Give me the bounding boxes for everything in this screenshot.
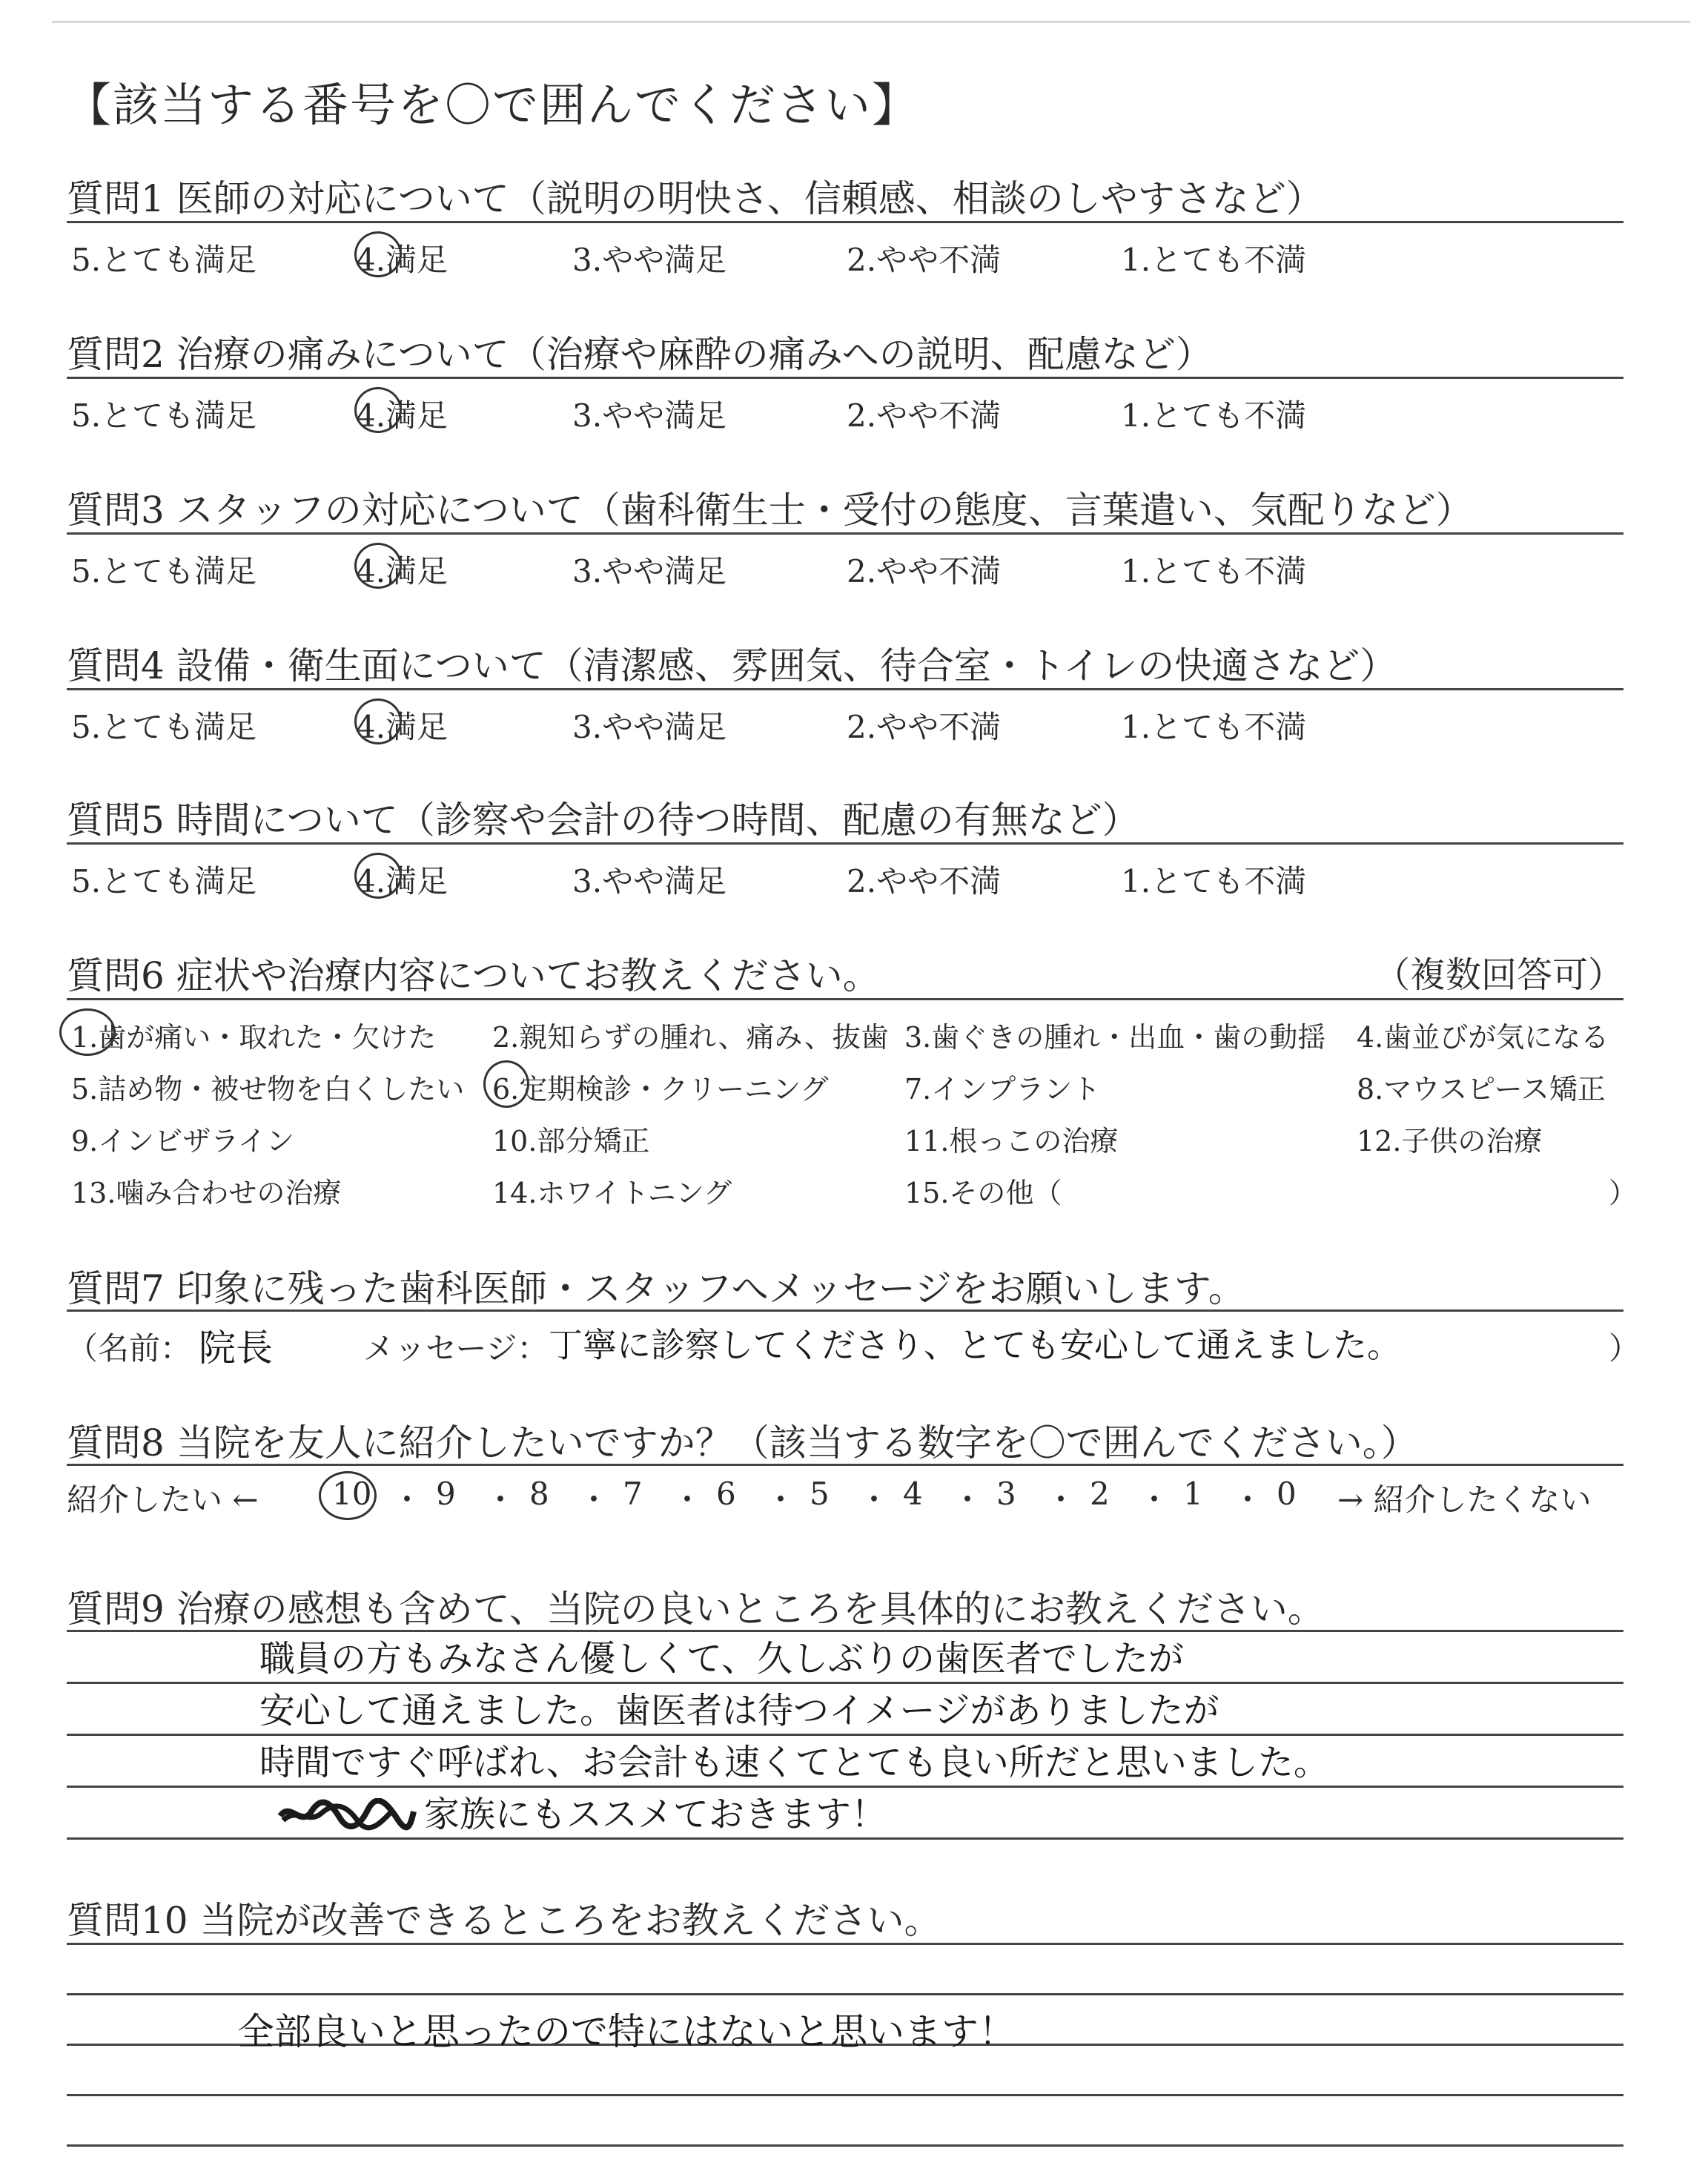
symptom-option-5[interactable]: 5.詰め物・被せ物を白くしたい (71, 1073, 465, 1106)
selection-circle (59, 1008, 116, 1056)
option-5[interactable]: 5.とても満足 (71, 242, 257, 278)
question-10-title: 質問10 当院が改善できるところをお教えください。 (67, 1899, 941, 1942)
selection-circle (354, 698, 402, 744)
symptom-option-7[interactable]: 7.インプラント (904, 1073, 1101, 1106)
option-3[interactable]: 3.やや満足 (572, 863, 727, 899)
option-5[interactable]: 5.とても満足 (71, 709, 257, 745)
scale-separator: ・ (672, 1482, 704, 1518)
scale-separator: ・ (765, 1482, 797, 1518)
option-5[interactable]: 5.とても満足 (71, 863, 257, 899)
scale-3[interactable]: 3 (996, 1476, 1016, 1512)
symptom-option-6[interactable]: 6.定期検診・クリーニング (492, 1073, 829, 1106)
selection-circle (483, 1060, 529, 1108)
option-2[interactable]: 2.やや不満 (847, 553, 1002, 589)
option-3[interactable]: 3.やや満足 (572, 709, 727, 745)
answer-line (67, 2094, 1623, 2096)
symptom-option-3[interactable]: 3.歯ぐきの腫れ・出血・歯の動揺 (904, 1021, 1326, 1054)
message-label: メッセージ： (363, 1330, 549, 1367)
symptom-option-11[interactable]: 11.根っこの治療 (904, 1125, 1119, 1157)
answer-line (67, 2144, 1623, 2147)
question-8-title: 質問8 当院を友人に紹介したいですか？（該当する数字を〇で囲んでください。） (67, 1421, 1418, 1464)
instruction-heading: 【該当する番号を〇で囲んでください】 (65, 78, 920, 132)
symptom-option-2[interactable]: 2.親知らずの腫れ、痛み、抜歯 (492, 1021, 889, 1054)
option-4[interactable]: 4.満足 (356, 553, 448, 589)
option-3[interactable]: 3.やや満足 (572, 242, 727, 278)
option-1[interactable]: 1.とても不満 (1121, 397, 1307, 434)
question-5-rule (67, 842, 1623, 845)
scale-1[interactable]: 1 (1183, 1476, 1203, 1512)
q9-answer-line-1: 職員の方もみなさん優しくて、久しぶりの歯医者でしたが (259, 1638, 1185, 1680)
option-4[interactable]: 4.満足 (356, 863, 448, 899)
symptom-option-15[interactable]: 15.その他（ (904, 1177, 1062, 1209)
symptom-option-9[interactable]: 9.インビザライン (71, 1125, 295, 1157)
question-8-rule (67, 1464, 1623, 1466)
scale-7[interactable]: 7 (623, 1476, 643, 1512)
option-5[interactable]: 5.とても満足 (71, 397, 257, 434)
question-7-rule (67, 1309, 1623, 1312)
question-6-rule (67, 998, 1623, 1000)
scale-separator: ・ (858, 1482, 890, 1518)
option-1[interactable]: 1.とても不満 (1121, 242, 1307, 278)
question-1-rule (67, 221, 1623, 223)
q9-answer-line-2: 安心して通えました。歯医者は待つイメージがありましたが (259, 1690, 1219, 1731)
option-4[interactable]: 4.満足 (356, 709, 448, 745)
symptom-option-14[interactable]: 14.ホワイトニング (492, 1177, 732, 1209)
option-4[interactable]: 4.満足 (356, 397, 448, 434)
question-2-title: 質問2 治療の痛みについて（治療や麻酔の痛みへの説明、配慮など） (67, 333, 1213, 376)
option-3[interactable]: 3.やや満足 (572, 397, 727, 434)
option-2[interactable]: 2.やや不満 (847, 397, 1002, 434)
selection-circle (354, 543, 402, 589)
answer-line (67, 1993, 1623, 1995)
recommend-right-label: → 紹介したくない (1337, 1482, 1592, 1518)
selection-circle (354, 853, 402, 899)
question-7-title: 質問7 印象に残った歯科医師・スタッフへメッセージをお願いします。 (67, 1267, 1245, 1310)
name-label: （名前： (67, 1330, 192, 1367)
message-handwritten: 丁寧に診察してくださり、とても安心して通えました。 (549, 1325, 1401, 1365)
scale-2[interactable]: 2 (1090, 1476, 1110, 1512)
scale-separator: ・ (952, 1482, 984, 1518)
scale-8[interactable]: 8 (529, 1476, 549, 1512)
option-1[interactable]: 1.とても不満 (1121, 709, 1307, 745)
scale-0[interactable]: 0 (1277, 1476, 1297, 1512)
option-2[interactable]: 2.やや不満 (847, 242, 1002, 278)
q10-answer: 全部良いと思ったので特にはないと思います！ (237, 2010, 1016, 2053)
recommend-scale (67, 1476, 1638, 1517)
q9-answer-line-3: 時間ですぐ呼ばれ、お会計も速くてとても良い所だと思いました。 (259, 1742, 1329, 1783)
question-1-title: 質問1 医師の対応について（説明の明快さ、信頼感、相談のしやすさなど） (67, 177, 1323, 220)
question-6-title: 質問6 症状や治療内容についてお教えください。 (67, 954, 880, 997)
symptom-option-8[interactable]: 8.マウスピース矯正 (1357, 1073, 1606, 1106)
selection-circle (354, 387, 402, 433)
question-9-title: 質問9 治療の感想も含めて、当院の良いところを具体的にお教えください。 (67, 1588, 1325, 1631)
symptom-option-1[interactable]: 1.歯が痛い・取れた・欠けた (71, 1021, 437, 1054)
option-3[interactable]: 3.やや満足 (572, 553, 727, 589)
option-4[interactable]: 4.満足 (356, 242, 448, 278)
option-5[interactable]: 5.とても満足 (71, 553, 257, 589)
option-2[interactable]: 2.やや不満 (847, 709, 1002, 745)
question-2-options (71, 392, 1628, 434)
symptom-option-13[interactable]: 13.噛み合わせの治療 (71, 1177, 342, 1209)
selection-circle (319, 1471, 377, 1520)
scale-separator: ・ (485, 1482, 517, 1518)
question-3-options (71, 547, 1628, 589)
scale-9[interactable]: 9 (436, 1476, 456, 1512)
multiple-answers-note: （複数回答可） (1374, 954, 1623, 996)
name-handwritten: 院長 (199, 1327, 273, 1370)
top-border (52, 21, 1690, 23)
question-3-title: 質問3 スタッフの対応について（歯科衛生士・受付の態度、言葉遣い、気配りなど） (67, 489, 1473, 532)
symptom-option-10[interactable]: 10.部分矯正 (492, 1125, 650, 1157)
question-4-title: 質問4 設備・衛生面について（清潔感、雰囲気、待合室・トイレの快適さなど） (67, 644, 1397, 687)
scale-4[interactable]: 4 (903, 1476, 923, 1512)
question-4-rule (67, 688, 1623, 690)
question-4-options (71, 703, 1628, 745)
question-5-options (71, 857, 1628, 899)
option-2[interactable]: 2.やや不満 (847, 863, 1002, 899)
question-5-title: 質問5 時間について（診察や会計の待つ時間、配慮の有無など） (67, 799, 1139, 842)
answer-line (67, 1943, 1623, 1945)
symptom-option-4[interactable]: 4.歯並びが気になる (1357, 1021, 1609, 1054)
scale-separator: ・ (578, 1482, 610, 1518)
option-1[interactable]: 1.とても不満 (1121, 863, 1307, 899)
q9-answer-line-4: 家族にもススメておきます！ (424, 1794, 887, 1835)
crossed-out-scribble (276, 1798, 417, 1831)
scale-10[interactable]: 10 (332, 1476, 372, 1512)
question-3-rule (67, 532, 1623, 535)
scale-separator: ・ (1232, 1482, 1264, 1518)
message-close-paren: ） (1609, 1330, 1641, 1367)
question-2-rule (67, 377, 1623, 379)
question-1-options (71, 236, 1628, 278)
scale-separator: ・ (1139, 1482, 1171, 1518)
recommend-left-label: 紹介したい ← (67, 1482, 259, 1518)
scale-separator: ・ (391, 1482, 423, 1518)
scale-separator: ・ (1045, 1482, 1077, 1518)
scale-5[interactable]: 5 (810, 1476, 830, 1512)
scale-6[interactable]: 6 (716, 1476, 736, 1512)
answer-line (67, 1837, 1623, 1840)
other-close-paren: ） (1609, 1177, 1638, 1209)
symptom-option-12[interactable]: 12.子供の治療 (1357, 1125, 1543, 1157)
option-1[interactable]: 1.とても不満 (1121, 553, 1307, 589)
selection-circle (354, 231, 402, 277)
